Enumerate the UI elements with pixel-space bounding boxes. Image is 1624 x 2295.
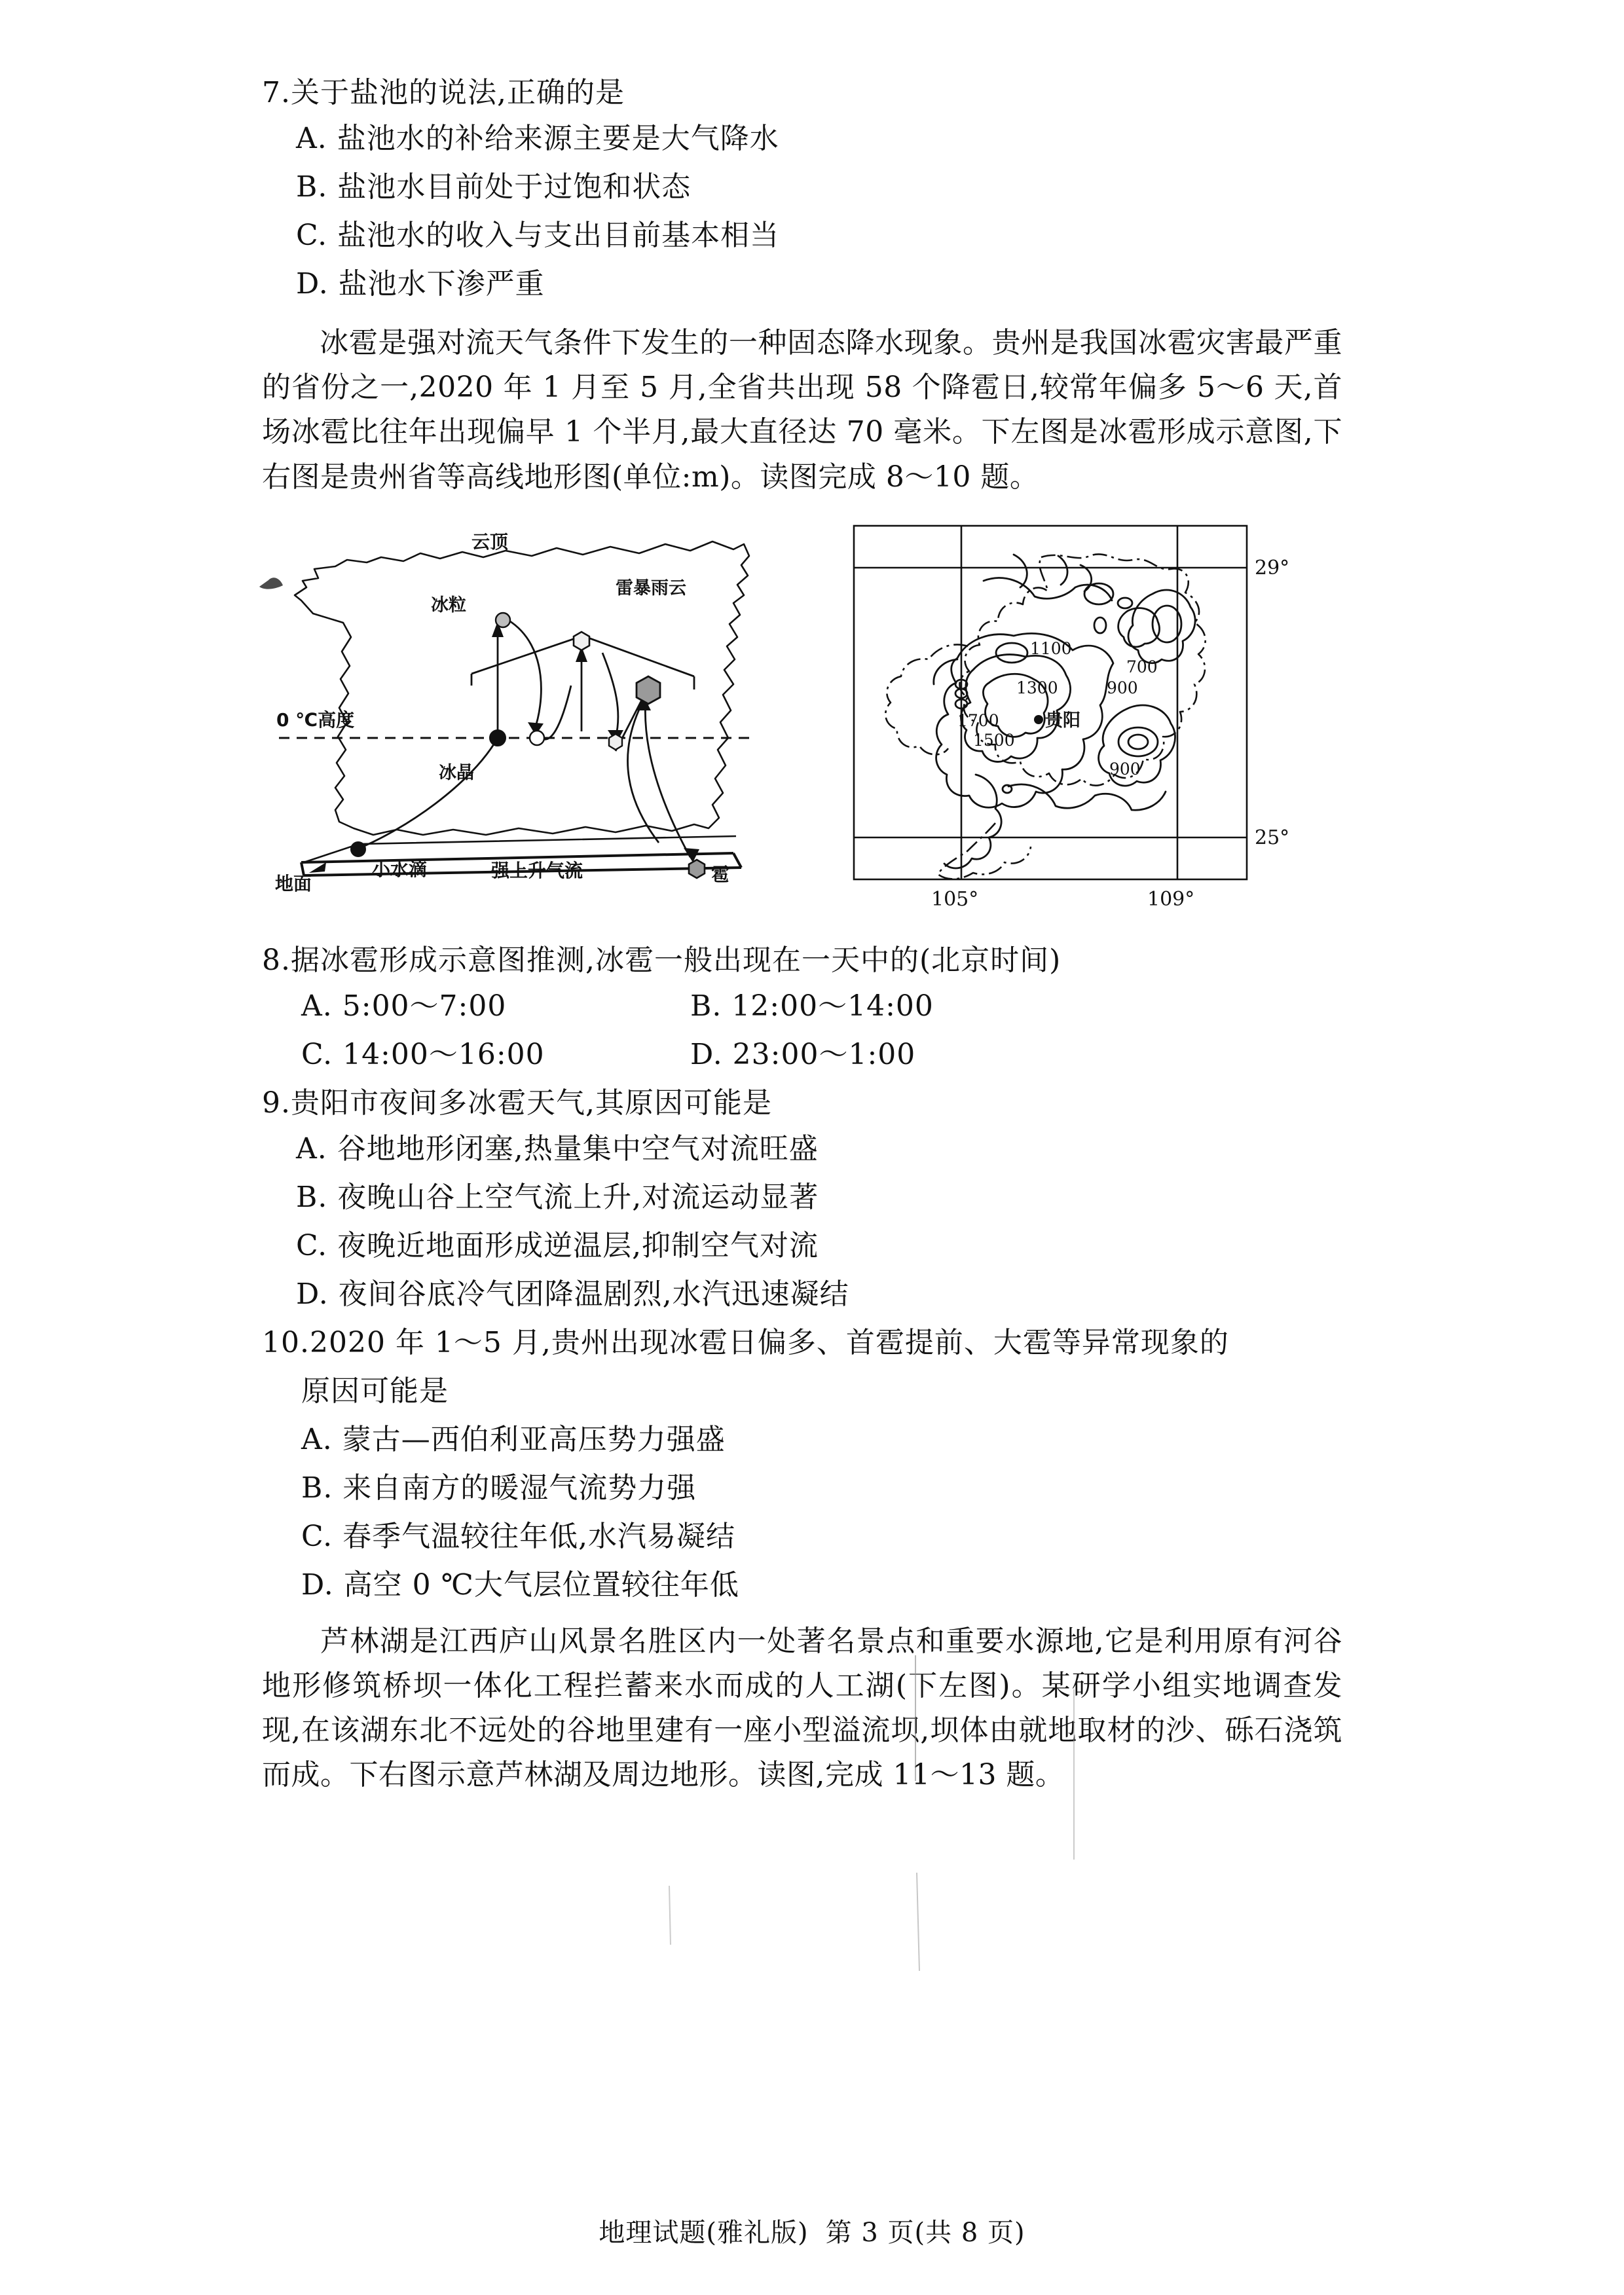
question-10-block xyxy=(262,1325,1342,1602)
label-thunder-cloud: 雷暴雨云 xyxy=(616,578,686,598)
question-7-stem: 7.关于盐池的说法,正确的是 xyxy=(262,76,625,109)
question-7-option-b[interactable]: B. 盐池水目前处于过饱和状态 xyxy=(296,170,692,204)
question-10-stem-line2: 原因可能是 xyxy=(301,1374,449,1408)
page-content xyxy=(262,76,1342,1798)
question-9-option-c[interactable]: C. 夜晚近地面形成逆温层,抑制空气对流 xyxy=(296,1228,819,1262)
passage-hail-text: 冰雹是强对流天气条件下发生的一种固态降水现象。贵州是我国冰雹灾害最严重的省份之一,2020 年 1 月至 5 月,全省共出现 58 个降雹日,较常年偏多 5～6 天,首场冰雹比往年出现偏早 1 个半月,最大直径达 70 毫米。下左图是冰雹形成示意图,下右图是贵州省等高线地形图(单位:m)。读图完成 8～10 题。 xyxy=(262,326,1342,494)
question-10-option-a[interactable]: A. 蒙古—西伯利亚高压势力强盛 xyxy=(301,1422,726,1456)
label-ground: 地面 xyxy=(275,872,312,894)
lat-label-25: 25° xyxy=(1255,826,1290,849)
lon-label-105: 105° xyxy=(931,887,979,911)
question-10-stem-line1: 10.2020 年 1～5 月,贵州出现冰雹日偏多、首雹提前、大雹等异常现象的 xyxy=(262,1325,1229,1359)
question-9-stem: 9.贵阳市夜间多冰雹天气,其原因可能是 xyxy=(262,1086,772,1120)
label-ice-pellet: 冰粒 xyxy=(431,595,466,615)
footer-subject: 地理试题 xyxy=(599,2218,707,2248)
contour-label-1700: 1700 xyxy=(957,710,999,730)
passage-lulin-text: 芦林湖是江西庐山风景名胜区内一处著名景点和重要水源地,它是利用原有河谷地形修筑桥坝一体化工程拦蓄来水而成的人工湖(下左图)。某研学小组实地调查发现,在该湖东北不远处的谷地里建有一座小型溢流坝,坝体由就地取材的沙、砾石浇筑而成。下右图示意芦林湖及周边地形。读图,完成 11～13 题。 xyxy=(262,1624,1342,1792)
question-8-option-a[interactable]: A. 5:00～7:00 xyxy=(301,989,507,1023)
page-footer xyxy=(0,2212,1624,2249)
city-label-guiyang: 贵阳 xyxy=(1045,710,1080,731)
label-water-droplet: 小水滴 xyxy=(372,858,428,880)
question-8-option-c[interactable]: C. 14:00～16:00 xyxy=(301,1037,545,1071)
question-7-option-a[interactable]: A. 盐池水的补给来源主要是大气降水 xyxy=(296,122,779,155)
question-9-option-d[interactable]: D. 夜间谷底冷气团降温剧烈,水汽迅速凝结 xyxy=(296,1277,849,1311)
question-7-option-c[interactable]: C. 盐池水的收入与支出目前基本相当 xyxy=(296,219,780,252)
contour-label-700: 700 xyxy=(1126,657,1158,676)
contour-label-900-south: 900 xyxy=(1109,759,1141,779)
question-9-option-a[interactable]: A. 谷地地形闭塞,热量集中空气对流旺盛 xyxy=(296,1131,819,1166)
contour-label-1300: 1300 xyxy=(1016,678,1058,697)
label-cloud-top: 云顶 xyxy=(471,530,509,553)
question-8-block xyxy=(262,943,1342,1071)
label-hail: 雹 xyxy=(711,863,730,885)
question-7-block xyxy=(262,76,1342,301)
lon-label-109: 109° xyxy=(1147,887,1195,911)
footer-version: (雅礼版) xyxy=(706,2218,809,2248)
lat-label-29: 29° xyxy=(1255,556,1290,579)
label-ice-crystal: 冰晶 xyxy=(439,762,474,783)
contour-label-900-north: 900 xyxy=(1107,678,1138,697)
question-10-option-c[interactable]: C. 春季气温较往年低,水汽易凝结 xyxy=(301,1519,736,1553)
passage-lulin-lake xyxy=(262,1619,1342,1798)
contour-label-1100: 1100 xyxy=(1030,638,1072,658)
question-8-option-b[interactable]: B. 12:00～14:00 xyxy=(690,989,934,1023)
question-10-option-b[interactable]: B. 来自南方的暖湿气流势力强 xyxy=(301,1471,697,1505)
figures-row xyxy=(262,515,1342,934)
question-9-block xyxy=(262,1086,1342,1311)
guiyang-point xyxy=(1034,715,1043,724)
question-8-options-row-2 xyxy=(262,1037,1342,1071)
question-9-option-b[interactable]: B. 夜晚山谷上空气流上升,对流运动显著 xyxy=(296,1180,819,1214)
question-7-option-d[interactable]: D. 盐池水下渗严重 xyxy=(296,267,545,301)
guizhou-contour-map xyxy=(845,515,1329,921)
footer-page-number: 第 3 页(共 8 页) xyxy=(825,2218,1025,2248)
contour-label-1500: 1500 xyxy=(973,730,1015,750)
label-zero-height: 0 ℃高度 xyxy=(276,708,355,731)
question-8-options-row-1 xyxy=(262,989,1342,1023)
hail-formation-diagram xyxy=(275,522,753,915)
question-8-stem: 8.据冰雹形成示意图推测,冰雹一般出现在一天中的(北京时间) xyxy=(262,943,1061,977)
question-10-option-d[interactable]: D. 高空 0 ℃大气层位置较往年低 xyxy=(301,1568,739,1602)
question-8-option-d[interactable]: D. 23:00～1:00 xyxy=(690,1037,916,1071)
passage-hail-intro xyxy=(262,321,1342,500)
label-updraft: 强上升气流 xyxy=(491,859,583,881)
